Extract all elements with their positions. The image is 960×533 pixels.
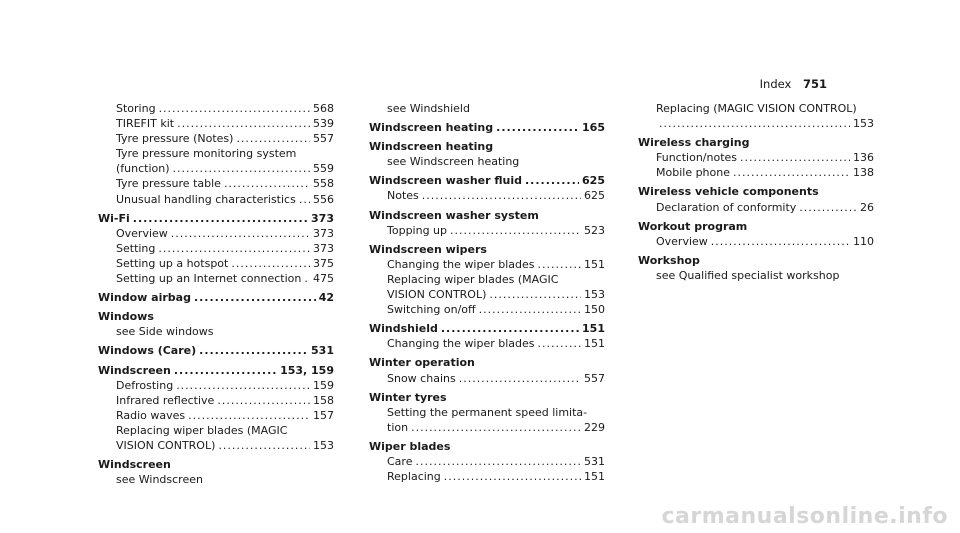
index-column-2: [369, 101, 605, 484]
index-heading: [369, 139, 605, 154]
dot-leader: [188, 408, 310, 423]
page-ref[interactable]: 559: [313, 162, 334, 176]
index-subentry: [369, 154, 605, 169]
index-subentry: [98, 423, 334, 438]
page-ref[interactable]: 375: [313, 256, 334, 270]
index-subentry: [369, 469, 605, 484]
index-subentry: [369, 420, 605, 435]
index-subentry: [98, 271, 334, 286]
entry-text: Windows: [98, 310, 154, 324]
index-heading: [98, 457, 334, 472]
dot-leader: [415, 454, 581, 469]
index-subentry: [638, 101, 874, 116]
entry-text: Snow chains: [387, 371, 456, 385]
dot-leader: [659, 116, 850, 131]
index-subentry: [638, 116, 874, 131]
page-ref[interactable]: 151: [584, 337, 605, 351]
dot-leader: [171, 226, 310, 241]
page-ref[interactable]: 158: [313, 393, 334, 407]
entry-text: Workout program: [638, 219, 748, 233]
dot-leader: [194, 290, 316, 305]
dot-leader: [496, 120, 579, 135]
index-heading: [369, 321, 605, 336]
entry-text: Replacing wiper blades (MAGIC: [387, 272, 559, 286]
entry-text: Defrosting: [116, 378, 174, 392]
index-heading: [369, 208, 605, 223]
entry-text: Setting up a hotspot: [116, 256, 229, 270]
page-ref[interactable]: 373: [313, 226, 334, 240]
index-subentry: [369, 223, 605, 238]
entry-text: Storing: [116, 102, 156, 115]
index-subentry: [98, 438, 334, 453]
dot-leader: [159, 101, 310, 116]
entry-text: Windscreen wipers: [369, 242, 487, 256]
index-heading: [369, 390, 605, 405]
page-ref[interactable]: 136: [853, 151, 874, 165]
dot-leader: [444, 469, 581, 484]
page-ref[interactable]: 159: [313, 378, 334, 392]
page-ref[interactable]: 625: [582, 174, 605, 188]
index-subentry: [369, 101, 605, 116]
index-heading: [98, 363, 334, 378]
entry-text: Function/notes: [656, 151, 738, 165]
entry-text: Window airbag: [98, 291, 191, 305]
index-subentry: [369, 257, 605, 272]
entry-text: TIREFIT kit: [116, 117, 175, 131]
dot-leader: [224, 176, 310, 191]
index-heading: [369, 355, 605, 370]
entry-text: Overview: [656, 234, 708, 248]
page-ref[interactable]: 42: [318, 291, 334, 305]
entry-text: Windscreen: [98, 363, 171, 377]
dot-leader: [304, 271, 310, 286]
index-heading: [638, 253, 874, 268]
page-ref[interactable]: 373: [311, 211, 334, 225]
index-subentry: [98, 192, 334, 207]
page-ref[interactable]: 151: [584, 470, 605, 484]
page-ref[interactable]: 556: [313, 192, 334, 206]
entry-text: Replacing (MAGIC VISION CONTROL): [656, 102, 857, 115]
entry-text: Setting up an Internet connection: [116, 272, 302, 286]
entry-text: Replacing wiper blades (MAGIC: [116, 423, 288, 437]
index-subentry: [98, 408, 334, 423]
index-heading: [369, 439, 605, 454]
entry-text: Infrared reflective: [116, 393, 215, 407]
entry-text: Windscreen washer system: [369, 208, 539, 222]
page-header: [760, 77, 827, 91]
entry-text: Switching on/off: [387, 303, 476, 317]
index-column-1: [98, 101, 334, 487]
dot-leader: [173, 161, 310, 176]
entry-text: Tyre pressure table: [116, 177, 221, 191]
index-subentry: [98, 176, 334, 191]
index-subentry: [98, 146, 334, 161]
page-ref[interactable]: 531: [584, 454, 605, 468]
entry-text: Winter operation: [369, 356, 475, 370]
index-subentry: [98, 472, 334, 487]
page-ref[interactable]: 150: [584, 303, 605, 317]
entry-text: Radio waves: [116, 408, 186, 422]
index-subentry: [98, 393, 334, 408]
dot-leader: [411, 420, 581, 435]
entry-text: see Side windows: [116, 325, 214, 339]
page-ref[interactable]: 151: [582, 322, 605, 336]
index-heading: [98, 290, 334, 305]
dot-leader: [538, 257, 582, 272]
page-ref[interactable]: 153: [584, 288, 605, 302]
entry-text: VISION CONTROL): [116, 438, 216, 452]
index-subentry: [638, 234, 874, 249]
entry-text: see Qualified specialist workshop: [656, 268, 840, 282]
dot-leader: [133, 211, 308, 226]
entry-text: Wireless vehicle components: [638, 185, 819, 199]
entry-text: Declaration of conformity: [656, 200, 797, 214]
entry-text: Windshield: [369, 322, 438, 336]
entry-text: Replacing: [387, 470, 441, 484]
index-subentry: [369, 287, 605, 302]
dot-leader: [479, 302, 581, 317]
dot-leader: [158, 241, 310, 256]
page-ref[interactable]: 531: [311, 344, 334, 358]
index-subentry: [98, 116, 334, 131]
entry-text: Tyre pressure monitoring system: [116, 147, 297, 161]
dot-leader: [711, 234, 850, 249]
dot-leader: [199, 343, 308, 358]
dot-leader: [422, 188, 581, 203]
dot-leader: [740, 150, 850, 165]
index-heading: [98, 309, 334, 324]
dot-leader: [450, 223, 581, 238]
index-subentry: [98, 324, 334, 339]
entry-text: (function): [116, 162, 170, 176]
entry-text: Unusual handling characteristics: [116, 192, 296, 206]
entry-text: Wi-Fi: [98, 211, 130, 225]
entry-text: Windscreen heating: [369, 121, 494, 135]
entry-text: Wiper blades: [369, 439, 451, 453]
page-ref[interactable]: 151: [584, 257, 605, 271]
dot-leader: [525, 173, 579, 188]
entry-text: Setting: [116, 241, 156, 255]
page-ref[interactable]: 153: [853, 117, 874, 131]
entry-text: Windscreen washer fluid: [369, 174, 522, 188]
entry-text: Setting the permanent speed limita-: [387, 405, 588, 419]
page-ref[interactable]: 625: [584, 189, 605, 203]
page-ref[interactable]: 475: [313, 272, 334, 286]
entry-text: Windows (Care): [98, 344, 197, 358]
index-subentry: [98, 241, 334, 256]
dot-leader: [299, 192, 310, 207]
entry-text: Changing the wiper blades: [387, 337, 535, 351]
page-ref[interactable]: 557: [313, 132, 334, 146]
entry-text: Overview: [116, 226, 168, 240]
watermark: carmanualsonline.info: [661, 504, 948, 529]
index-subentry: [638, 165, 874, 180]
index-heading: [638, 184, 874, 199]
index-column-3: [638, 101, 874, 283]
dot-leader: [236, 131, 310, 146]
dot-leader: [489, 287, 581, 302]
index-subentry: [98, 378, 334, 393]
index-heading: [369, 242, 605, 257]
entry-text: VISION CONTROL): [387, 288, 487, 302]
dot-leader: [799, 200, 857, 215]
index-subentry: [98, 226, 334, 241]
page-ref[interactable]: 229: [584, 420, 605, 434]
dot-leader: [459, 371, 581, 386]
index-heading: [638, 135, 874, 150]
index-heading: [369, 173, 605, 188]
index-heading: [98, 211, 334, 226]
entry-text: Workshop: [638, 253, 700, 267]
index-subentry: [638, 200, 874, 215]
page-ref[interactable]: 153: [313, 438, 334, 452]
index-heading: [638, 219, 874, 234]
dot-leader: [231, 256, 310, 271]
index-subentry: [638, 268, 874, 283]
index-subentry: [98, 131, 334, 146]
entry-text: Changing the wiper blades: [387, 257, 535, 271]
page-number: 751: [802, 77, 827, 91]
entry-text: Tyre pressure (Notes): [116, 132, 234, 146]
entry-text: Wireless charging: [638, 136, 750, 150]
entry-text: see Windscreen: [116, 473, 203, 487]
index-subentry: [369, 272, 605, 287]
dot-leader: [441, 321, 579, 336]
entry-text: see Windscreen heating: [387, 155, 520, 169]
page-ref[interactable]: 558: [313, 177, 334, 191]
page-ref[interactable]: 568: [313, 102, 334, 115]
index-subentry: [369, 336, 605, 351]
index-subentry: [369, 405, 605, 420]
index-subentry: [369, 371, 605, 386]
index-subentry: [369, 302, 605, 317]
section-label: Index: [759, 77, 792, 91]
dot-leader: [174, 363, 277, 378]
index-subentry: [638, 150, 874, 165]
index-subentry: [98, 101, 334, 116]
index-heading: [98, 343, 334, 358]
page-ref[interactable]: 523: [584, 223, 605, 237]
page-ref[interactable]: 165: [582, 121, 605, 135]
dot-leader: [733, 165, 850, 180]
entry-text: Windscreen heating: [369, 140, 494, 154]
dot-leader: [176, 378, 310, 393]
dot-leader: [538, 336, 582, 351]
entry-text: Notes: [387, 189, 419, 203]
index-subentry: [369, 454, 605, 469]
entry-text: see Windshield: [387, 102, 470, 115]
entry-text: Windscreen: [98, 458, 171, 472]
index-subentry: [98, 161, 334, 176]
entry-text: Winter tyres: [369, 390, 447, 404]
entry-text: Mobile phone: [656, 166, 731, 180]
entry-text: tion: [387, 420, 409, 434]
index-subentry: [369, 188, 605, 203]
dot-leader: [218, 438, 310, 453]
page-ref[interactable]: 110: [853, 234, 874, 248]
page-ref[interactable]: 373: [313, 241, 334, 255]
index-heading: [369, 120, 605, 135]
page-ref[interactable]: 157: [313, 408, 334, 422]
page-ref[interactable]: 138: [853, 166, 874, 180]
page-ref[interactable]: 153, 159: [280, 363, 334, 377]
index-subentry: [98, 256, 334, 271]
page-ref[interactable]: 26: [860, 200, 874, 214]
page-ref[interactable]: 539: [313, 117, 334, 131]
dot-leader: [217, 393, 310, 408]
entry-text: Topping up: [387, 223, 448, 237]
entry-text: Care: [387, 454, 413, 468]
page-ref[interactable]: 557: [584, 371, 605, 385]
dot-leader: [177, 116, 310, 131]
